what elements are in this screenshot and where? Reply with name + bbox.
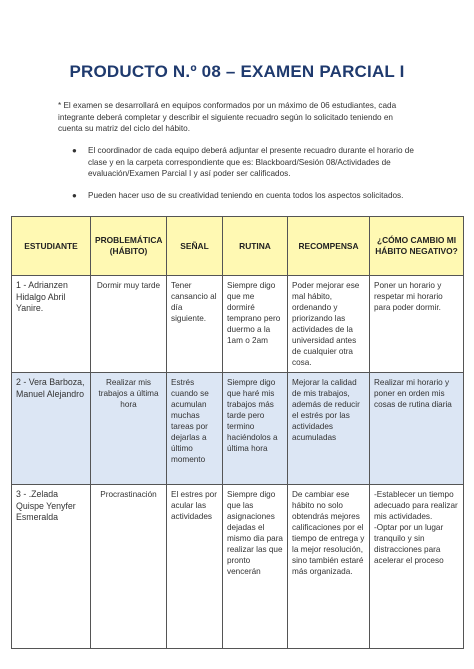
- cell-cambio: -Establecer un tiempo adecuado para realizar mis actividades. -Optar por un lugar tranquilo y sin distracciones para acelerar el proceso: [370, 485, 464, 649]
- instruction-text: Pueden hacer uso de su creatividad teniendo en cuenta todos los aspectos solicitados.: [88, 190, 404, 200]
- cell-problematica: Realizar mis trabajos a última hora: [91, 373, 167, 485]
- cell-rutina: Siempre digo que haré mis trabajos más tarde pero termino haciéndolos a última hora: [223, 373, 288, 485]
- cell-estudiante: 1 - Adrianzen Hidalgo Abril Yanire.: [12, 276, 91, 373]
- header-recompensa: RECOMPENSA: [288, 217, 370, 276]
- instructions-list: [72, 145, 417, 211]
- table-row: [12, 485, 464, 649]
- cell-rutina: Siempre digo que me dormiré temprano pero duermo a la 1am o 2am: [223, 276, 288, 373]
- header-rutina: RUTINA: [223, 217, 288, 276]
- bullet-icon: ●: [72, 190, 77, 200]
- table-row: [12, 373, 464, 485]
- cell-problematica: Dormir muy tarde: [91, 276, 167, 373]
- intro-paragraph: * El examen se desarrollará en equipos conformados por un máximo de 06 estudiantes, cada integrante deberá completar y describir el siguiente recuadro según lo solicitado teniendo en cuenta su matriz del ciclo del hábito.: [58, 101, 397, 134]
- cell-senal: Estrés cuando se acumulan muchas tareas por dejarlas a último momento: [167, 373, 223, 485]
- page-title: PRODUCTO N.º 08 – EXAMEN PARCIAL I: [69, 62, 405, 81]
- instruction-text: El coordinador de cada equipo deberá adjuntar el presente recuadro durante el horario de clase y en la carpeta correspondiente que es: Blackboard/Sesión 08/Actividades de evaluación/Examen Parcial I y así poder ser calificados.: [88, 146, 414, 179]
- instruction-item: [72, 190, 417, 202]
- table-row: [12, 276, 464, 373]
- instruction-item: [72, 145, 417, 180]
- cell-senal: Tener cansancio al día siguiente.: [167, 276, 223, 373]
- cell-rutina: Siempre digo que las asignaciones dejadas el mismo dia para realizar las que pronto vencerán: [223, 485, 288, 649]
- habit-table: [11, 216, 464, 649]
- cell-recompensa: Mejorar la calidad de mis trabajos, además de reducir el estrés por las actividades acumuladas: [288, 373, 370, 485]
- header-cambio: ¿CÓMO CAMBIO MI HÁBITO NEGATIVO?: [370, 217, 464, 276]
- cell-senal: El estres por acular las actividades: [167, 485, 223, 649]
- header-problematica: PROBLEMÁTICA (HÁBITO): [91, 217, 167, 276]
- cell-estudiante: 2 - Vera Barboza, Manuel Alejandro: [12, 373, 91, 485]
- cell-cambio: Poner un horario y respetar mi horario para poder dormir.: [370, 276, 464, 373]
- cell-cambio: Realizar mi horario y poner en orden mis cosas de rutina diaria: [370, 373, 464, 485]
- header-senal: SEÑAL: [167, 217, 223, 276]
- cell-estudiante: 3 - .Zelada Quispe Yenyfer Esmeralda: [12, 485, 91, 649]
- cell-recompensa: Poder mejorar ese mal hábito, ordenando y priorizando las actividades de la universidad antes de cualquier otra cosa.: [288, 276, 370, 373]
- cell-problematica: Procrastinación: [91, 485, 167, 649]
- table-header-row: [12, 217, 464, 276]
- cell-recompensa: De cambiar ese hábito no solo obtendrás mejores calificaciones por el tiempo de entrega y la mejor resolución, sino también estaré más organizada.: [288, 485, 370, 649]
- bullet-icon: ●: [72, 146, 77, 155]
- header-estudiante: ESTUDIANTE: [12, 217, 91, 276]
